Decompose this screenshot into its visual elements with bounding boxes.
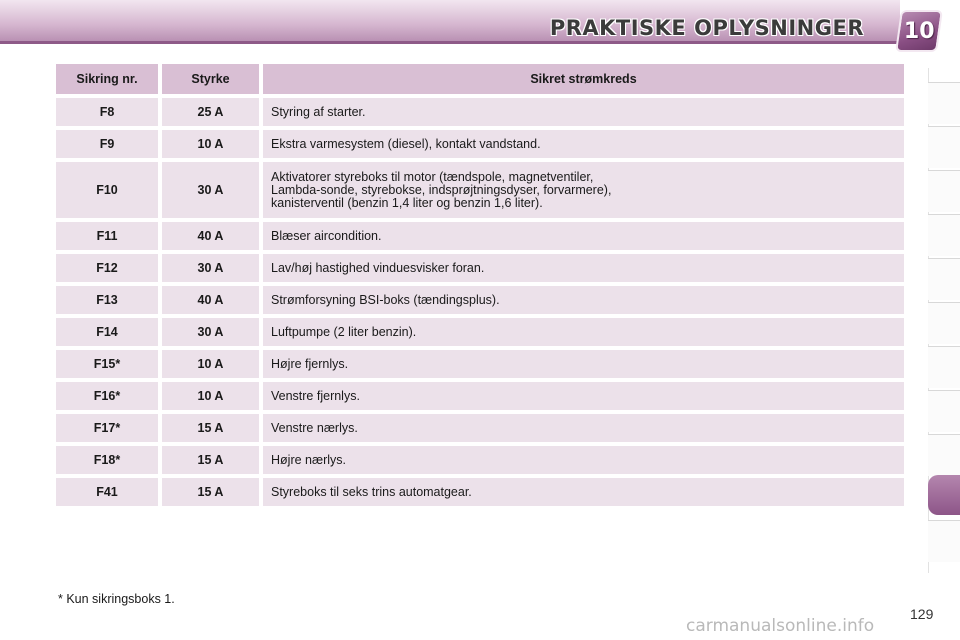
page-title: PRAKTISKE OPLYSNINGER xyxy=(549,16,864,40)
page-number: 129 xyxy=(910,606,934,622)
table-header-row xyxy=(56,64,904,94)
fuse-rating-cell: 15 A xyxy=(162,478,259,506)
fuse-number-cell: F15* xyxy=(56,350,158,378)
fuse-rating-cell: 15 A xyxy=(162,446,259,474)
chapter-badge xyxy=(895,10,943,52)
circuit-description-line: Venstre nærlys. xyxy=(271,420,358,435)
fuse-number-cell: F17* xyxy=(56,414,158,442)
chapter-tab-3[interactable] xyxy=(928,170,960,212)
chapter-tab-1[interactable] xyxy=(928,82,960,124)
page-header xyxy=(0,0,960,56)
fuse-rating-cell: 10 A xyxy=(162,350,259,378)
table-row xyxy=(56,446,904,474)
table-row xyxy=(56,254,904,282)
fuse-number-cell: F8 xyxy=(56,98,158,126)
circuit-description-line: Højre fjernlys. xyxy=(271,356,349,371)
circuit-description-cell xyxy=(263,162,904,218)
fuse-number-cell: F10 xyxy=(56,162,158,218)
table-row xyxy=(56,350,904,378)
table-row xyxy=(56,130,904,158)
circuit-description-line: Lav/høj hastighed vinduesvisker foran. xyxy=(271,260,485,275)
fuse-number-cell: F11 xyxy=(56,222,158,250)
table-row xyxy=(56,286,904,314)
circuit-description-cell xyxy=(263,350,904,378)
circuit-description-cell xyxy=(263,446,904,474)
watermark: carmanualsonline.info xyxy=(686,616,875,636)
fuse-number-cell: F41 xyxy=(56,478,158,506)
footnote: * Kun sikringsboks 1. xyxy=(58,592,175,606)
fuse-rating-cell: 10 A xyxy=(162,382,259,410)
fuse-rating-cell: 25 A xyxy=(162,98,259,126)
fuse-table xyxy=(56,64,904,510)
column-header-fuse-number: Sikring nr. xyxy=(56,64,158,94)
fuse-rating-cell: 30 A xyxy=(162,254,259,282)
chapter-tab-9[interactable] xyxy=(928,434,960,476)
table-row xyxy=(56,222,904,250)
circuit-description-line: Lambda-sonde, styrebokse, indsprøjtningsdyser, forvarmere), xyxy=(271,182,612,197)
circuit-description-line: kanisterventil (benzin 1,4 liter og benzin 1,6 liter). xyxy=(271,195,543,210)
circuit-description-line: Ekstra varmesystem (diesel), kontakt vandstand. xyxy=(271,136,541,151)
circuit-description-lines xyxy=(271,454,346,467)
chapter-tab-6[interactable] xyxy=(928,302,960,344)
chapter-tab-7[interactable] xyxy=(928,346,960,388)
table-body xyxy=(56,98,904,506)
circuit-description-lines xyxy=(271,106,365,119)
circuit-description-cell xyxy=(263,130,904,158)
fuse-number-cell: F18* xyxy=(56,446,158,474)
circuit-description-lines xyxy=(271,262,484,275)
circuit-description-line: Venstre fjernlys. xyxy=(271,388,360,403)
fuse-rating-cell: 30 A xyxy=(162,318,259,346)
circuit-description-lines xyxy=(271,138,541,151)
fuse-rating-cell: 40 A xyxy=(162,286,259,314)
table-row xyxy=(56,478,904,506)
table-row xyxy=(56,414,904,442)
chapter-tab-11[interactable] xyxy=(928,520,960,562)
circuit-description-lines xyxy=(271,358,348,371)
chapter-tab-4[interactable] xyxy=(928,214,960,256)
circuit-description-line: Blæser aircondition. xyxy=(271,228,382,243)
fuse-number-cell: F16* xyxy=(56,382,158,410)
circuit-description-lines xyxy=(271,171,611,210)
table-row xyxy=(56,318,904,346)
fuse-number-cell: F12 xyxy=(56,254,158,282)
chapter-tab-8[interactable] xyxy=(928,390,960,432)
circuit-description-cell xyxy=(263,222,904,250)
chapter-tabs xyxy=(928,68,960,573)
chapter-number: 10 xyxy=(903,18,935,44)
fuse-number-cell: F13 xyxy=(56,286,158,314)
chapter-tab-2[interactable] xyxy=(928,126,960,168)
table-row xyxy=(56,98,904,126)
circuit-description-line: Styreboks til seks trins automatgear. xyxy=(271,484,472,499)
circuit-description-cell xyxy=(263,254,904,282)
circuit-description-lines xyxy=(271,390,360,403)
fuse-rating-cell: 30 A xyxy=(162,162,259,218)
circuit-description-lines xyxy=(271,422,358,435)
column-header-rating: Styrke xyxy=(162,64,259,94)
circuit-description-cell xyxy=(263,286,904,314)
table-row xyxy=(56,162,904,218)
circuit-description-cell xyxy=(263,98,904,126)
circuit-description-lines xyxy=(271,294,500,307)
table-row xyxy=(56,382,904,410)
fuse-rating-cell: 10 A xyxy=(162,130,259,158)
circuit-description-line: Aktivatorer styreboks til motor (tændspole, magnetventiler, xyxy=(271,169,594,184)
circuit-description-cell xyxy=(263,414,904,442)
circuit-description-line: Højre nærlys. xyxy=(271,452,347,467)
circuit-description-cell xyxy=(263,318,904,346)
circuit-description-cell xyxy=(263,382,904,410)
circuit-description-lines xyxy=(271,230,381,243)
fuse-rating-cell: 40 A xyxy=(162,222,259,250)
fuse-number-cell: F14 xyxy=(56,318,158,346)
circuit-description-line: Luftpumpe (2 liter benzin). xyxy=(271,324,417,339)
chapter-tab-5[interactable] xyxy=(928,258,960,300)
circuit-description-line: Strømforsyning BSI-boks (tændingsplus). xyxy=(271,292,500,307)
chapter-tab-10-active[interactable] xyxy=(928,475,960,515)
circuit-description-cell xyxy=(263,478,904,506)
circuit-description-lines xyxy=(271,486,472,499)
column-header-circuit: Sikret strømkreds xyxy=(263,64,904,94)
fuse-number-cell: F9 xyxy=(56,130,158,158)
fuse-rating-cell: 15 A xyxy=(162,414,259,442)
circuit-description-line: Styring af starter. xyxy=(271,104,366,119)
circuit-description-lines xyxy=(271,326,416,339)
